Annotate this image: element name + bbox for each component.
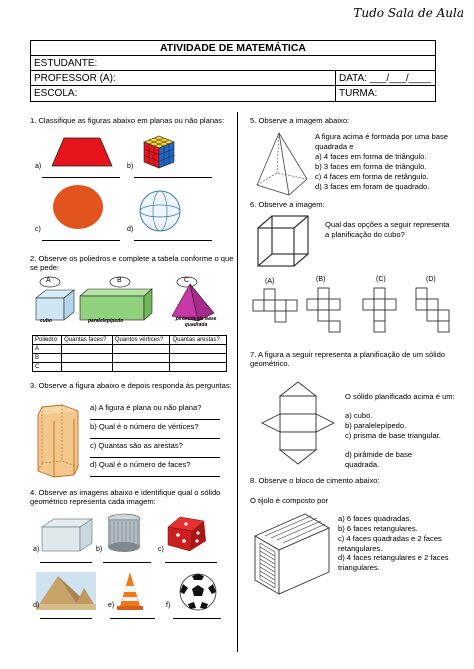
q8-option-b[interactable]: b) 6 faces retangulares. — [338, 524, 418, 533]
trapezoid-figure — [50, 136, 115, 168]
net-option-d[interactable] — [414, 286, 454, 334]
circle-figure — [52, 184, 104, 230]
q3-item-b: b) Qual é o número de vértices? — [90, 422, 199, 431]
answer-line — [173, 618, 221, 619]
answer-line — [134, 177, 212, 178]
q3-item-c: c) Quantas são as arestas? — [90, 441, 183, 450]
q1-label-d: d) — [127, 226, 134, 233]
q1-label-b: b) — [127, 163, 134, 170]
triangular-prism-net-figure — [258, 378, 338, 468]
q6-label-a[interactable]: (A) — [265, 278, 275, 285]
square-pyramid-figure — [255, 129, 311, 199]
net-option-c[interactable] — [362, 286, 408, 334]
answer-line — [134, 240, 212, 241]
answer-line — [42, 240, 120, 241]
q3-item-a: a) A figura é plana ou não plana? — [90, 403, 202, 412]
q6-text: 6. Observe a imagem: — [250, 200, 325, 209]
student-field: ESTUDANTE: — [34, 57, 98, 69]
brand-logo-text: Tudo Sala de Aula — [353, 6, 464, 20]
class-field: TURMA: — [339, 88, 378, 99]
q4-label-d: d) — [33, 602, 40, 609]
school-field: ESCOLA: — [31, 86, 336, 101]
q8-option-d[interactable]: d) 4 faces retangulares e 2 faces triangulares. — [338, 553, 449, 572]
cube-wireframe-figure — [254, 214, 312, 270]
answer-line — [165, 562, 217, 563]
answer-line — [42, 177, 120, 178]
q4-label-f: f) — [166, 602, 171, 609]
cement-block-figure — [251, 510, 333, 598]
q4-label-e: e) — [108, 602, 115, 609]
q5-option-d[interactable]: d) 3 faces em foram de quadrado. — [315, 182, 430, 191]
table-header: Quantos vértices? — [112, 336, 170, 345]
soccer-ball-image — [178, 572, 218, 612]
q4-label-c: c) — [158, 546, 164, 553]
q6-label-c[interactable]: (C) — [376, 276, 386, 283]
answer-line — [90, 438, 220, 439]
can-image — [104, 513, 144, 553]
polyhedron-letter-a: A — [46, 277, 51, 284]
polyhedra-table — [32, 335, 227, 372]
caption-piramide: pirâmide de base quadrada — [175, 316, 217, 328]
caption-cubo: cubo — [40, 318, 52, 324]
polyhedron-letter-b: B — [117, 277, 122, 284]
q2-text: 2. Observe os poliedros e complete a tabela conforme o que se pede: — [30, 254, 234, 272]
q5-intro: A figura acima é formada por uma base quadrada e — [315, 132, 448, 151]
q4-text: 4. Observe as imagens abaixo e identifique qual o sólido geométrico representa cada imagem: — [30, 488, 221, 506]
answer-line — [90, 457, 220, 458]
q6-question: Qual das opções a seguir representa a planificação do cubo? — [325, 220, 450, 239]
answer-line — [40, 562, 92, 563]
answer-line — [103, 562, 151, 563]
table-header: Poliedro — [33, 336, 62, 345]
q7-option-b[interactable]: b) paralelepípedo. — [345, 421, 407, 430]
q5-option-c[interactable]: c) 4 faces em forma de retângulo. — [315, 172, 429, 181]
q5-option-b[interactable]: b) 3 faces em forma de triângulo. — [315, 162, 427, 171]
teacher-field: PROFESSOR (A): — [31, 71, 336, 85]
q8-intro: O tijolo é composto por — [250, 496, 329, 505]
page-title: ATIVIDADE DE MATEMÁTICA — [31, 41, 435, 56]
net-option-a[interactable] — [252, 287, 302, 331]
answer-line — [90, 419, 220, 420]
dice-image — [164, 513, 214, 553]
q8-text: 8. Observe o bloco de cimento abaixo: — [250, 476, 380, 485]
traffic-cone-image — [116, 570, 144, 612]
column-divider — [237, 112, 238, 652]
q1-label-c: c) — [35, 226, 41, 233]
table-row: A — [33, 345, 227, 354]
q1-label-a: a) — [35, 163, 42, 170]
answer-line — [40, 618, 92, 619]
q3-text: 3. Observe a figura abaixo e depois responda às perguntas: — [30, 381, 232, 390]
q4-label-b: b) — [96, 546, 103, 553]
sphere-figure — [138, 189, 182, 233]
answer-line — [110, 618, 155, 619]
q7-option-c[interactable]: c) prisma de base triangular. — [345, 431, 441, 440]
glass-aquarium-image — [40, 515, 94, 553]
q4-label-a: a) — [33, 546, 40, 553]
table-row: C — [33, 363, 227, 372]
q8-option-c[interactable]: c) 4 faces quadradas e 2 faces retangulares. — [338, 534, 442, 553]
caption-paralelepipedo: paralelepípedo — [88, 318, 124, 324]
date-field: DATA: ___/___/____ — [339, 72, 431, 84]
q6-label-b[interactable]: (B) — [316, 276, 326, 283]
pyramid-photo-image — [36, 572, 96, 610]
q1-text: 1. Classifique as figuras abaixo em planas ou não planas: — [30, 116, 225, 125]
q6-label-d[interactable]: (D) — [426, 276, 436, 283]
header-table — [30, 40, 436, 102]
hexagonal-prism-figure — [32, 403, 84, 483]
table-header: Quantas faces? — [62, 336, 113, 345]
table-header: Quantas arestas? — [170, 336, 227, 345]
q7-option-a[interactable]: a) cubo. — [345, 411, 373, 420]
table-row: B — [33, 354, 227, 363]
q5-option-a[interactable]: a) 4 faces em forma de triângulo. — [315, 152, 427, 161]
answer-line — [90, 476, 220, 477]
q3-item-d: d) Qual é o número de faces? — [90, 460, 191, 469]
q7-text: 7. A figura a seguir representa a planificação de um sólido geométrico. — [250, 350, 446, 368]
rubiks-cube-figure — [140, 133, 178, 171]
q8-option-a[interactable]: a) 6 faces quadradas. — [338, 514, 412, 523]
polyhedron-letter-c: C — [184, 277, 190, 284]
q7-option-d[interactable]: d) pirâmide de base quadrada. — [345, 450, 413, 469]
net-option-b[interactable] — [306, 286, 356, 334]
q7-intro: O sólido planificado acima é um: — [345, 392, 455, 401]
q5-text: 5. Observe a imagem abaixo: — [250, 116, 350, 125]
